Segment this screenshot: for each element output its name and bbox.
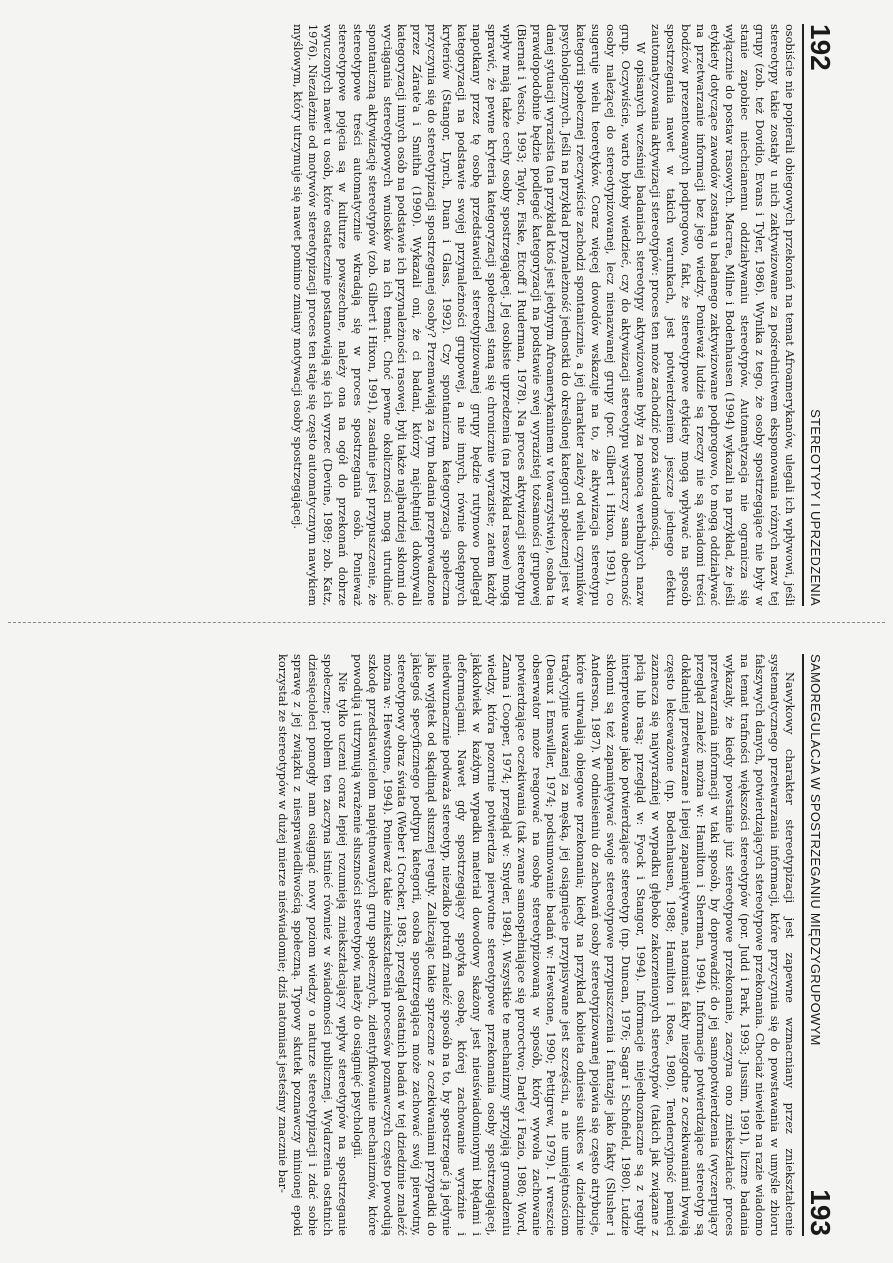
body-text xyxy=(274,654,796,1236)
body-text xyxy=(289,24,796,606)
page-divider xyxy=(8,622,885,623)
running-head-title: STEREOTYPY I UPRZEDZENIA xyxy=(808,409,823,606)
page-number: 192 xyxy=(805,24,836,71)
page-number: 193 xyxy=(805,1189,836,1236)
paragraph: osobiście nie popierali obiegowych przekonań na temat Afroamerykanów, ulegali ich wpływowi, jeśli stereotypy takie zostały u nich zaktywizowane za pośrednictwem eksponowania różnych nazw tej grupy (zob. też Dovidio, Evans i Tyler, 1986). Wynika z tego, że osoby spostrzegające nie były w stanie zapobiec niechcianemu oddziaływaniu stereotypów. Automatyzacja nie ogranicza się wyłącznie do postaw rasowych. Macrae, Milne i Bodenhausen (1994) wykazali na przykład, że jeśli etykiety dotyczące zawodów zostaną u badanego zaktywizowane podprogowo, to mogą oddziaływać na przetwarzanie informacji bez jego wiedzy. Ponieważ ludzie są rzeczy nie są świadomi treści bodźców prezentowanych podprogowo, fakt, że stereotypowe etykiety mogą wpływać na sposób spostrzegania nawet w takich warunkach, jest potwierdzeniem jeszcze jednego efektu zautomatyzowania aktywizacji stereotypów: proces ten może zachodzić poza świadomością. xyxy=(648,24,796,606)
running-header xyxy=(802,24,834,606)
paragraph: Nie tylko uczeni coraz lepiej rozumieją zniekształcający wpływ stereotypów na spostrzeganie społeczne; problem ten zaczyna istnieć również w świadomości publicznej. Wydarzenia ostatnich dziesięcioleci pomogły nam osiągnąć nowy poziom wiedzy o naturze stereotypizacji i zdać sobie sprawę z jej związku z niesprawiedliwością społeczną. Typowy skutek poznawczy minionej epoki korzystał ze stereotypów w dużej mierze nieświadomie; dziś natomiast jesteśmy znacznie bar- xyxy=(276,654,349,1236)
running-header xyxy=(802,654,834,1236)
page-193 xyxy=(0,640,893,1250)
paragraph: Nawykowy charakter stereotypizacji jest zapewne wzmacniany przez zniekształcenie systematycznego przetwarzania informacji, które przyczynia się do powstawania w umyśle zbioru fałszywych danych, potwierdzających stereotypowe przekonania. Chociaż niewiele na razie wiadomo na temat trafności większości stereotypów (por. Judd i Park, 1993; Jussim, 1991), liczne badania wykazały, że kiedy powstanie już stereotypowe przekonanie, zaczyna ono zniekształcać proces przetwarzania informacji w taki sposób, by doprowadzić do jej samopotwierdzenia (wyczerpujący przegląd znaleźć można w: Hamilton i Sherman, 1994). Informacje potwierdzające stereotyp są dokładniej przetwarzane i lepiej zapamiętywane, natomiast fakty niezgodne z oczekiwaniami bywają często lekceważone (np. Bodenhausen, 1988; Hamilton i Rose, 1980). Tendencyjność pamięci zaznacza się najwyraźniej w wypadku głęboko zakorzenionych stereotypów (takich jak związane z płcią lub rasą; przegląd w: Fyock i Stangor, 1994). Informacje niejednoznaczne są z reguły interpretowane jako potwierdzające stereotyp (np. Duncan, 1976; Sagar i Schofield, 1980). Ludzie skłonni są też zapamiętywać swoje stereotypowe przypuszczenia i fantazje jako fakty (Slusher i Anderson, 1987). W odniesieniu do zachowań osoby stereotypizowanej pojawia się często atrybucje, które utrwalają obiegowe przekonania; kiedy na przykład kobieta odniesie sukces w dziedzinie tradycyjnie uważanej za męską, jej osiągnięcie przypisywane jest szczęściu, a nie umiejętnościom (Deaux i Emswiller, 1974; podsumowanie badań w: Hewstone, 1990; Pettigrew, 1979). I wreszcie obserwator może reagować na osobę stereotypizowaną w sposób, który wywoła zachowanie potwierdzające oczekiwania (tak zwane samospełniające się proroctwo; Darley i Fazio, 1980; Word, Zanna i Cooper, 1974; przegląd w: Snyder, 1984). Wszystkie te mechanizmy sprzyjają gromadzeniu wiedzy, która pozornie potwierdza pierwotne stereotypowe przekonania osoby spostrzegającej, jakkolwiek w każdym wypadku materiał dowodowy skażony jest nieuświadomionymi błędami i deformacjami. Nawet gdy spostrzegający spotyka osobę, której zachowanie wyraźnie i niedwuznacznie podważa stereotyp, niezadko potrafi znaleźć sposób na to, by spostrzegać ją jedynie jako wyjątek od skądinąd słusznej reguły. Zaliczając takie sprzeczne z oczekiwaniami przypadki do jakiegoś specyficznego podtypu kategorii, osoba spostrzegająca może zachować swój pierwotny, stereotypowy obraz świata (Weber i Crocker, 1983; przegląd ostatnich badań w tej dziedzinie znaleźć można w: Hewstone, 1994). Ponieważ takie zniekształcenia procesów poznawczych często powodują szkodę przedstawicielom napiętnowanych grup społecznych, zidentyfikowanie mechanizmów, które powodują i utrzymują wrażenie słuszności stereotypów, należy do osiągnięć psychologii. xyxy=(350,654,796,1236)
running-head-title: SAMOREGULACJA W SPOSTRZEGANIU MIĘDZYGRUPOWYM xyxy=(808,654,823,1046)
page-193-content xyxy=(50,650,840,1240)
page-192-content xyxy=(50,20,840,610)
paragraph: W opisanych wcześniej badaniach stereotypy aktywizowane były za pomocą werbalnych nazw grup. Oczywiście, warto byłoby wiedzieć, czy do aktywizacji stereotypu wystarczy sama obecność osoby należącej do stereotypizowanej, lecz nienazwanej grupy (por. Gilbert i Hixon, 1991), co sugeruje wielu teoretyków. Coraz więcej dowodów wskazuje na to, że aktywizacja stereotypu kategorii społecznej rzeczywiście zachodzi spontanicznie, a jej charakter zależy od wielu czynników psychologicznych. Jeśli na przykład przynależność jednostki do określonej kategorii społecznej jest w danej sytuacji wyrazista (na przykład ktoś jest jedynym Afroamerykaninem w towarzystwie), osoba ta prawdopodobnie będzie podlegać kategoryzacji na podstawie swej wyrazistej tożsamości grupowej (Biernat i Vescio, 1993; Taylor, Fiske, Etcoff i Ruderman, 1978). Na proces aktywizacji stereotypu wpływ mają także cechy osoby spostrzegającej. Jej osobiste uprzedzenia (na przykład rasowe) mogą sprawić, że pewne kryteria kategoryzacji społecznej staną się chronicznie wyraziste; zatem każdy napotkany przez tę osobę przedstawiciel stereotypizowanej grupy będzie rutynowo podlegał kategoryzacji na podstawie swojej przynależności grupowej, a nie innych, równie dostępnych kryteriów (Stangor, Lynch, Duan i Glass, 1992). Czy spontaniczna kategoryzacja społeczna przyczynia się do stereotypizacji spostrzeganej osoby? Przemawiają za tym badania przeprowadzone przez Zárate'a i Smitha (1990). Wykazali oni, że ci badani, którzy najchętniej dokonywali kategoryzacji innych osób na podstawie ich przynależności rasowej, byli także najbardziej skłonni do wyciągania stereotypowych wniosków na ich temat. Choć pewne okoliczności mogą utrudniać spontaniczną aktywizację stereotypów (zob. Gilbert i Hixon, 1991), zasadnie jest przypuszczenie, że stereotypowe treści automatycznie wkradają się w proces spostrzegania osób. Ponieważ stereotypowe pojęcia są w kulturze powszechne, należy ona na ogół do przekonań dobrze wyuczonych nawet u osób, które ostatecznie postanowiają się ich wyrzec (Devine, 1989; zob. Katz, 1976). Niezależnie od motywów stereotypizacji proces ten staje się często automatycznym nawykiem myślowym, który utrzymuje się nawet pomimo zmiany motywacji osoby spostrzegającej. xyxy=(291,24,647,606)
page-192 xyxy=(0,10,893,620)
